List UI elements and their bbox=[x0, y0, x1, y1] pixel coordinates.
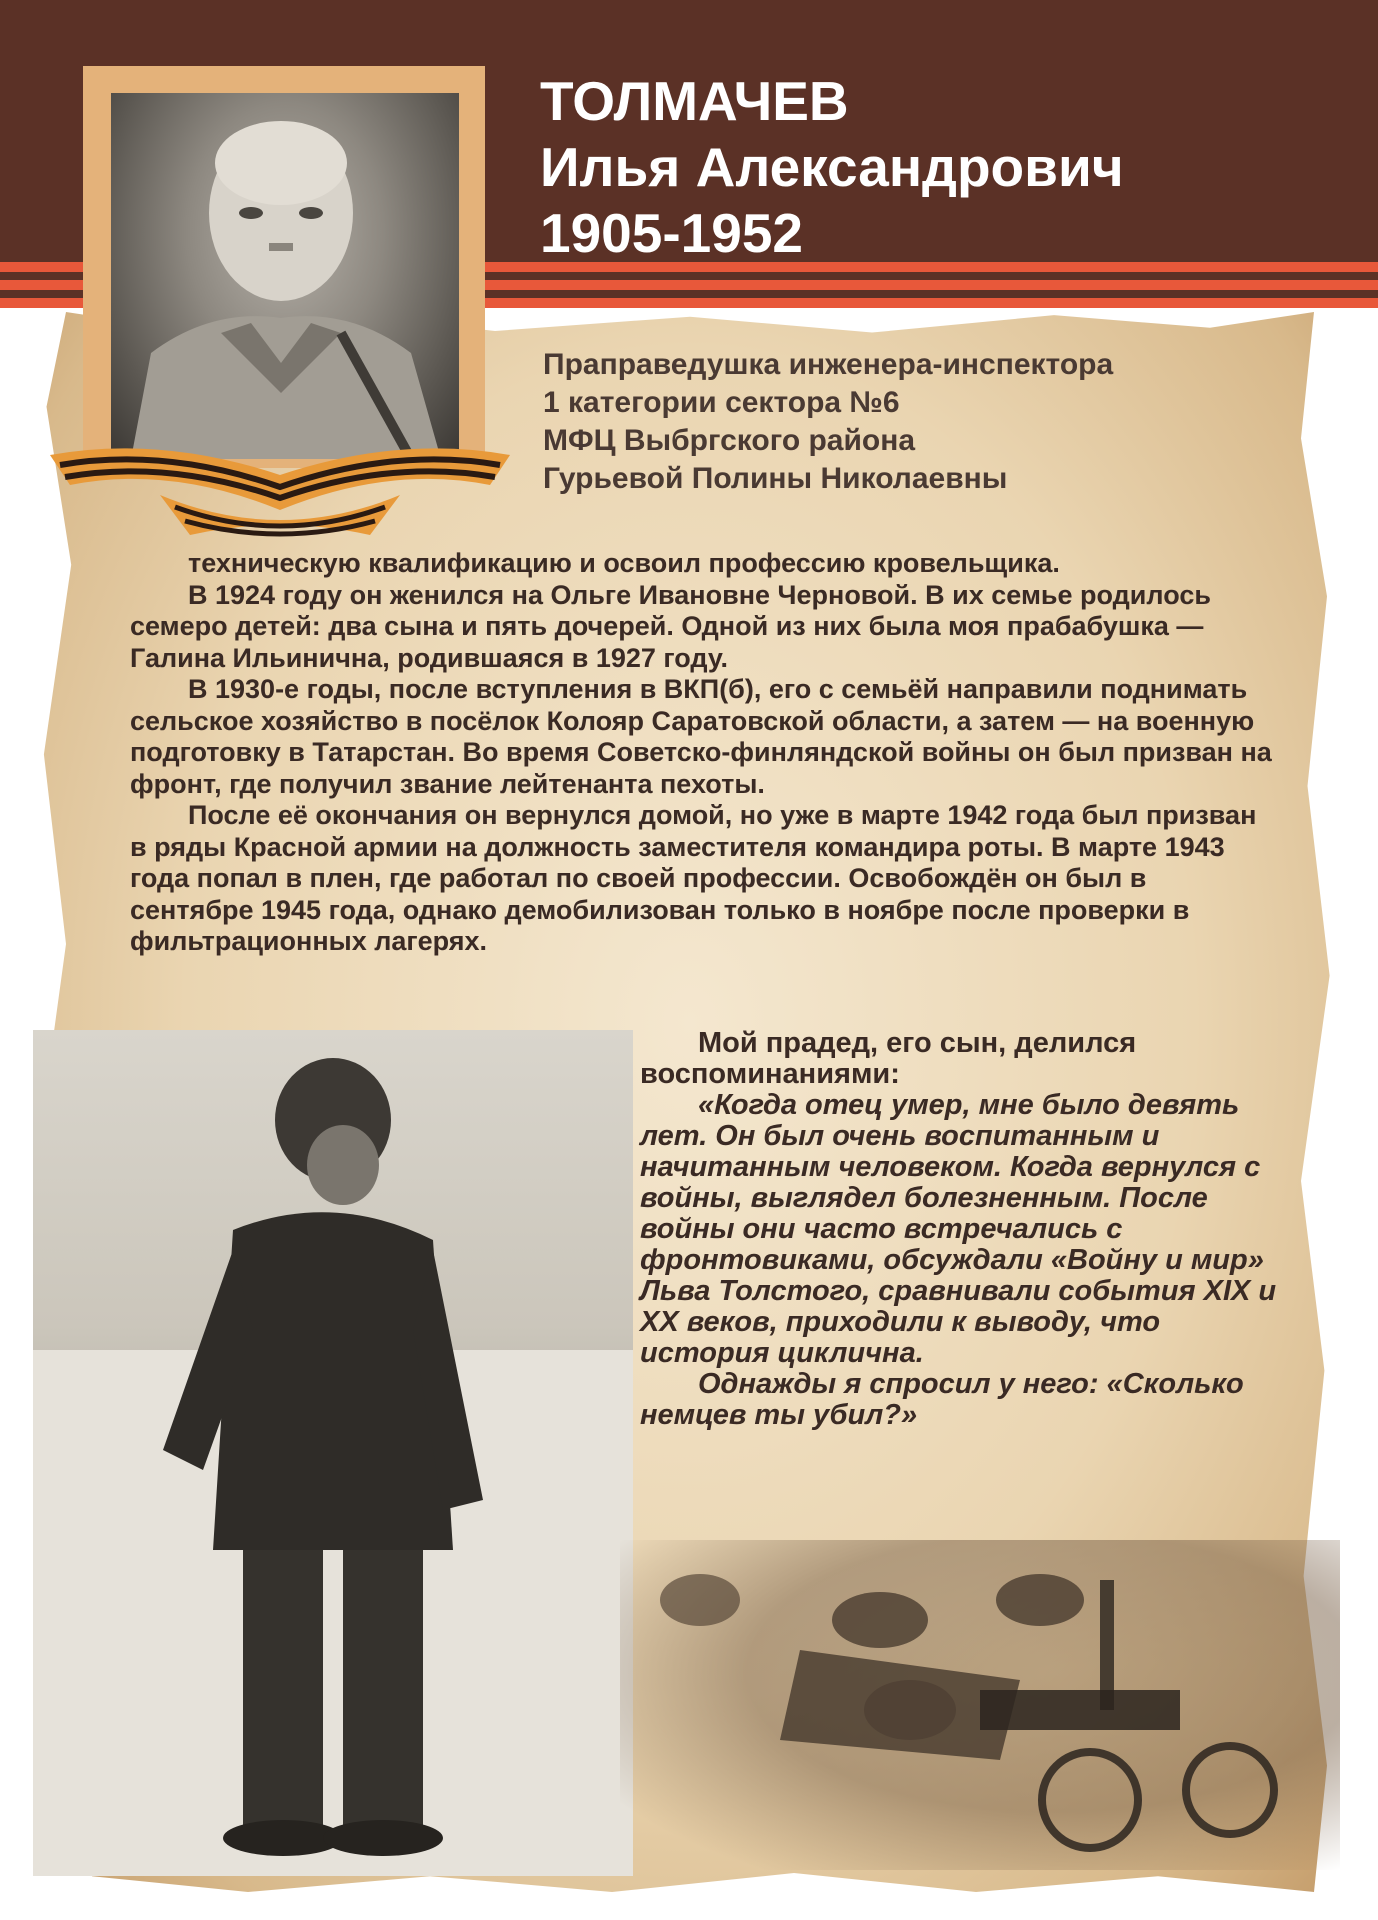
st-george-ribbon-icon bbox=[40, 435, 520, 545]
biography-paragraph: техническую квалификацию и освоил профессию кровельщика. bbox=[188, 548, 1060, 578]
memories-question: Однажды я спросил у него: «Сколько немцев ты убил?» bbox=[640, 1368, 1244, 1431]
memories-quote: «Когда отец умер, мне было девять лет. Он был очень воспитанным и начитанным человеком. Когда вернулся с войны, выглядел болезненным. После войны они часто встречались с фронтовиками, обсуждали «Войну и мир» Льва Толстого, сравнивали события XIX и XX веков, приходили к выводу, что история циклична. bbox=[640, 1089, 1277, 1369]
life-years: 1905-1952 bbox=[540, 202, 804, 264]
biography-paragraph: В 1924 году он женился на Ольге Ивановне Черновой. В их семье родилось семеро детей: два сына и пять дочерей. Одной из них была моя прабабушка — Галина Ильинична, родившаяся в 1927 году. bbox=[130, 579, 1211, 673]
memories-block bbox=[640, 1028, 1290, 1431]
subtitle-line: МФЦ Выбргского района bbox=[543, 424, 916, 457]
biography-text bbox=[130, 548, 1272, 958]
subtitle-line: Гурьевой Полины Николаевны bbox=[543, 462, 1008, 495]
surname: ТОЛМАЧЕВ bbox=[540, 70, 849, 132]
portrait-photo bbox=[111, 93, 459, 459]
machine-gun-crew-photo bbox=[620, 1540, 1340, 1870]
biography-paragraph: В 1930-е годы, после вступления в ВКП(б), его с семьёй направили поднимать сельское хозяйство в посёлок Колояр Саратовской области, а затем — на военную подготовку в Татарстан. Во время Советско-финляндской войны он был призван на фронт, где получил звание лейтенанта пехоты. bbox=[130, 674, 1272, 799]
standing-soldier-photo bbox=[33, 1030, 633, 1876]
given-names: Илья Александрович bbox=[540, 136, 1124, 198]
biography-paragraph: После её окончания он вернулся домой, но уже в марте 1942 года был призван в ряды Красной армии на должность заместителя командира роты. В марте 1943 года попал в плен, где работал по своей профессии. Освобождён он был в сентябре 1945 года, однако демобилизован только в ноябре после проверки в фильтрационных лагерях. bbox=[130, 800, 1257, 956]
subtitle-line: Праправедушка инженера-инспектора bbox=[543, 348, 1114, 381]
name-block bbox=[540, 68, 1124, 266]
subtitle-line: 1 категории сектора №6 bbox=[543, 386, 900, 419]
memories-intro: Мой прадед, его сын, делился воспоминаниями: bbox=[640, 1027, 1137, 1090]
relation-subtitle bbox=[543, 346, 1113, 498]
